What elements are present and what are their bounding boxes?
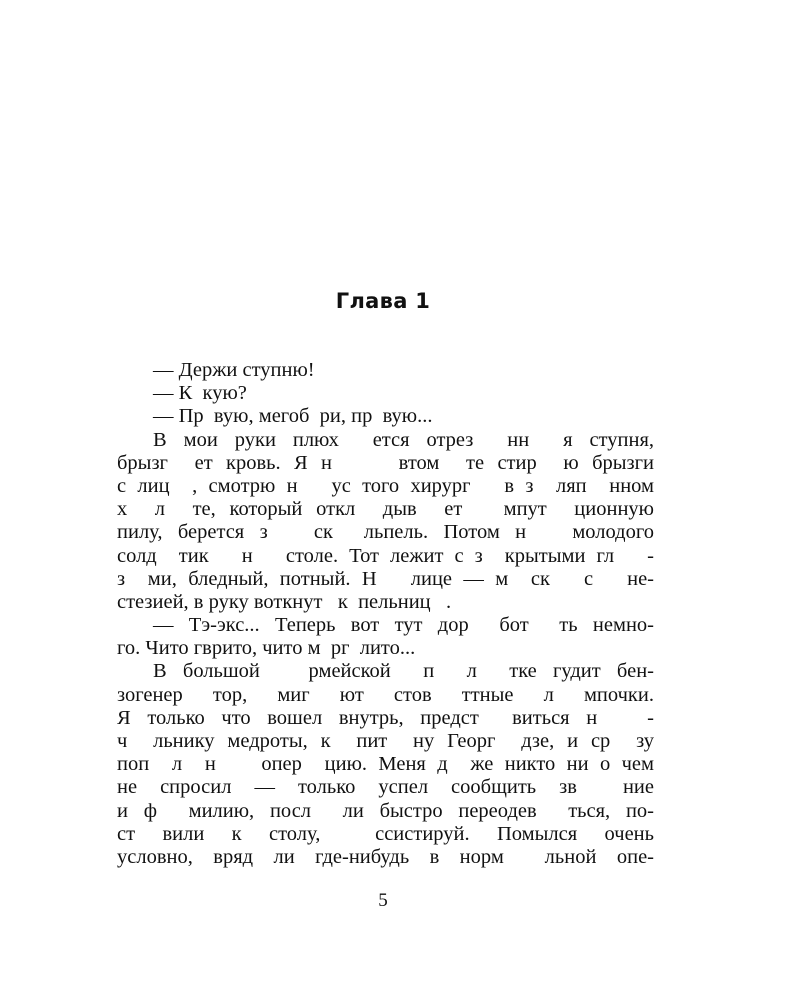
text-line: Я только что вошел внутрь, предст виться н - [117,706,654,729]
text-line: ст вили к столу, ссистируй. Помылся очень [117,822,654,845]
text-line: солд тик н столе. Тот лежит с з крытыми гл - [117,544,654,567]
text-line: го. Чито гврито, чито м рг лито... [117,637,416,660]
text-line: поп л н опер цию. Меня д же никто ни о чем [117,753,654,776]
text-line: пилу, берется з ск льпель. Потом н молодого [117,521,654,544]
page-number: 5 [378,890,388,911]
text-line: з ми, бледный, потный. Н лице — м ск с не- [117,567,654,590]
text-line: и ф милию, посл ли быстро переодев ться, по- [117,799,654,822]
text-line: не спросил — только успел сообщить зв ние [117,776,654,799]
text-line: — Пр вую, мегоб ри, пр вую... [153,405,433,428]
text-line: условно, вряд ли где-нибудь в норм льной опе- [117,845,654,868]
text-line: стезией, в руку воткнут к пельниц . [117,590,452,613]
text-line: брызг ет кровь. Я н втом те стир ю брызги [117,451,654,474]
chapter-body-text [117,359,654,869]
text-line: х л те, который откл дыв ет мпут ционную [117,498,654,521]
text-line: — Держи ступню! [153,359,315,381]
text-line: — Тэ-экс... Теперь вот тут дор бот ть немно- [153,614,654,637]
text-line: В большой рмейской п л тке гудит бен- [153,660,654,683]
text-line: зогенер тор, миг ют стов ттные л мпочки. [117,683,654,706]
text-line: ч льнику медроты, к пит ну Георг дзе, и ср зу [117,730,654,752]
chapter-title: Глава 1 [335,289,431,313]
text-line: В мои руки плюх ется отрез нн я ступня, [153,428,654,451]
text-line: — К кую? [153,382,247,405]
text-line: с лиц , смотрю н ус того хирург в з ляп нном [117,474,654,497]
